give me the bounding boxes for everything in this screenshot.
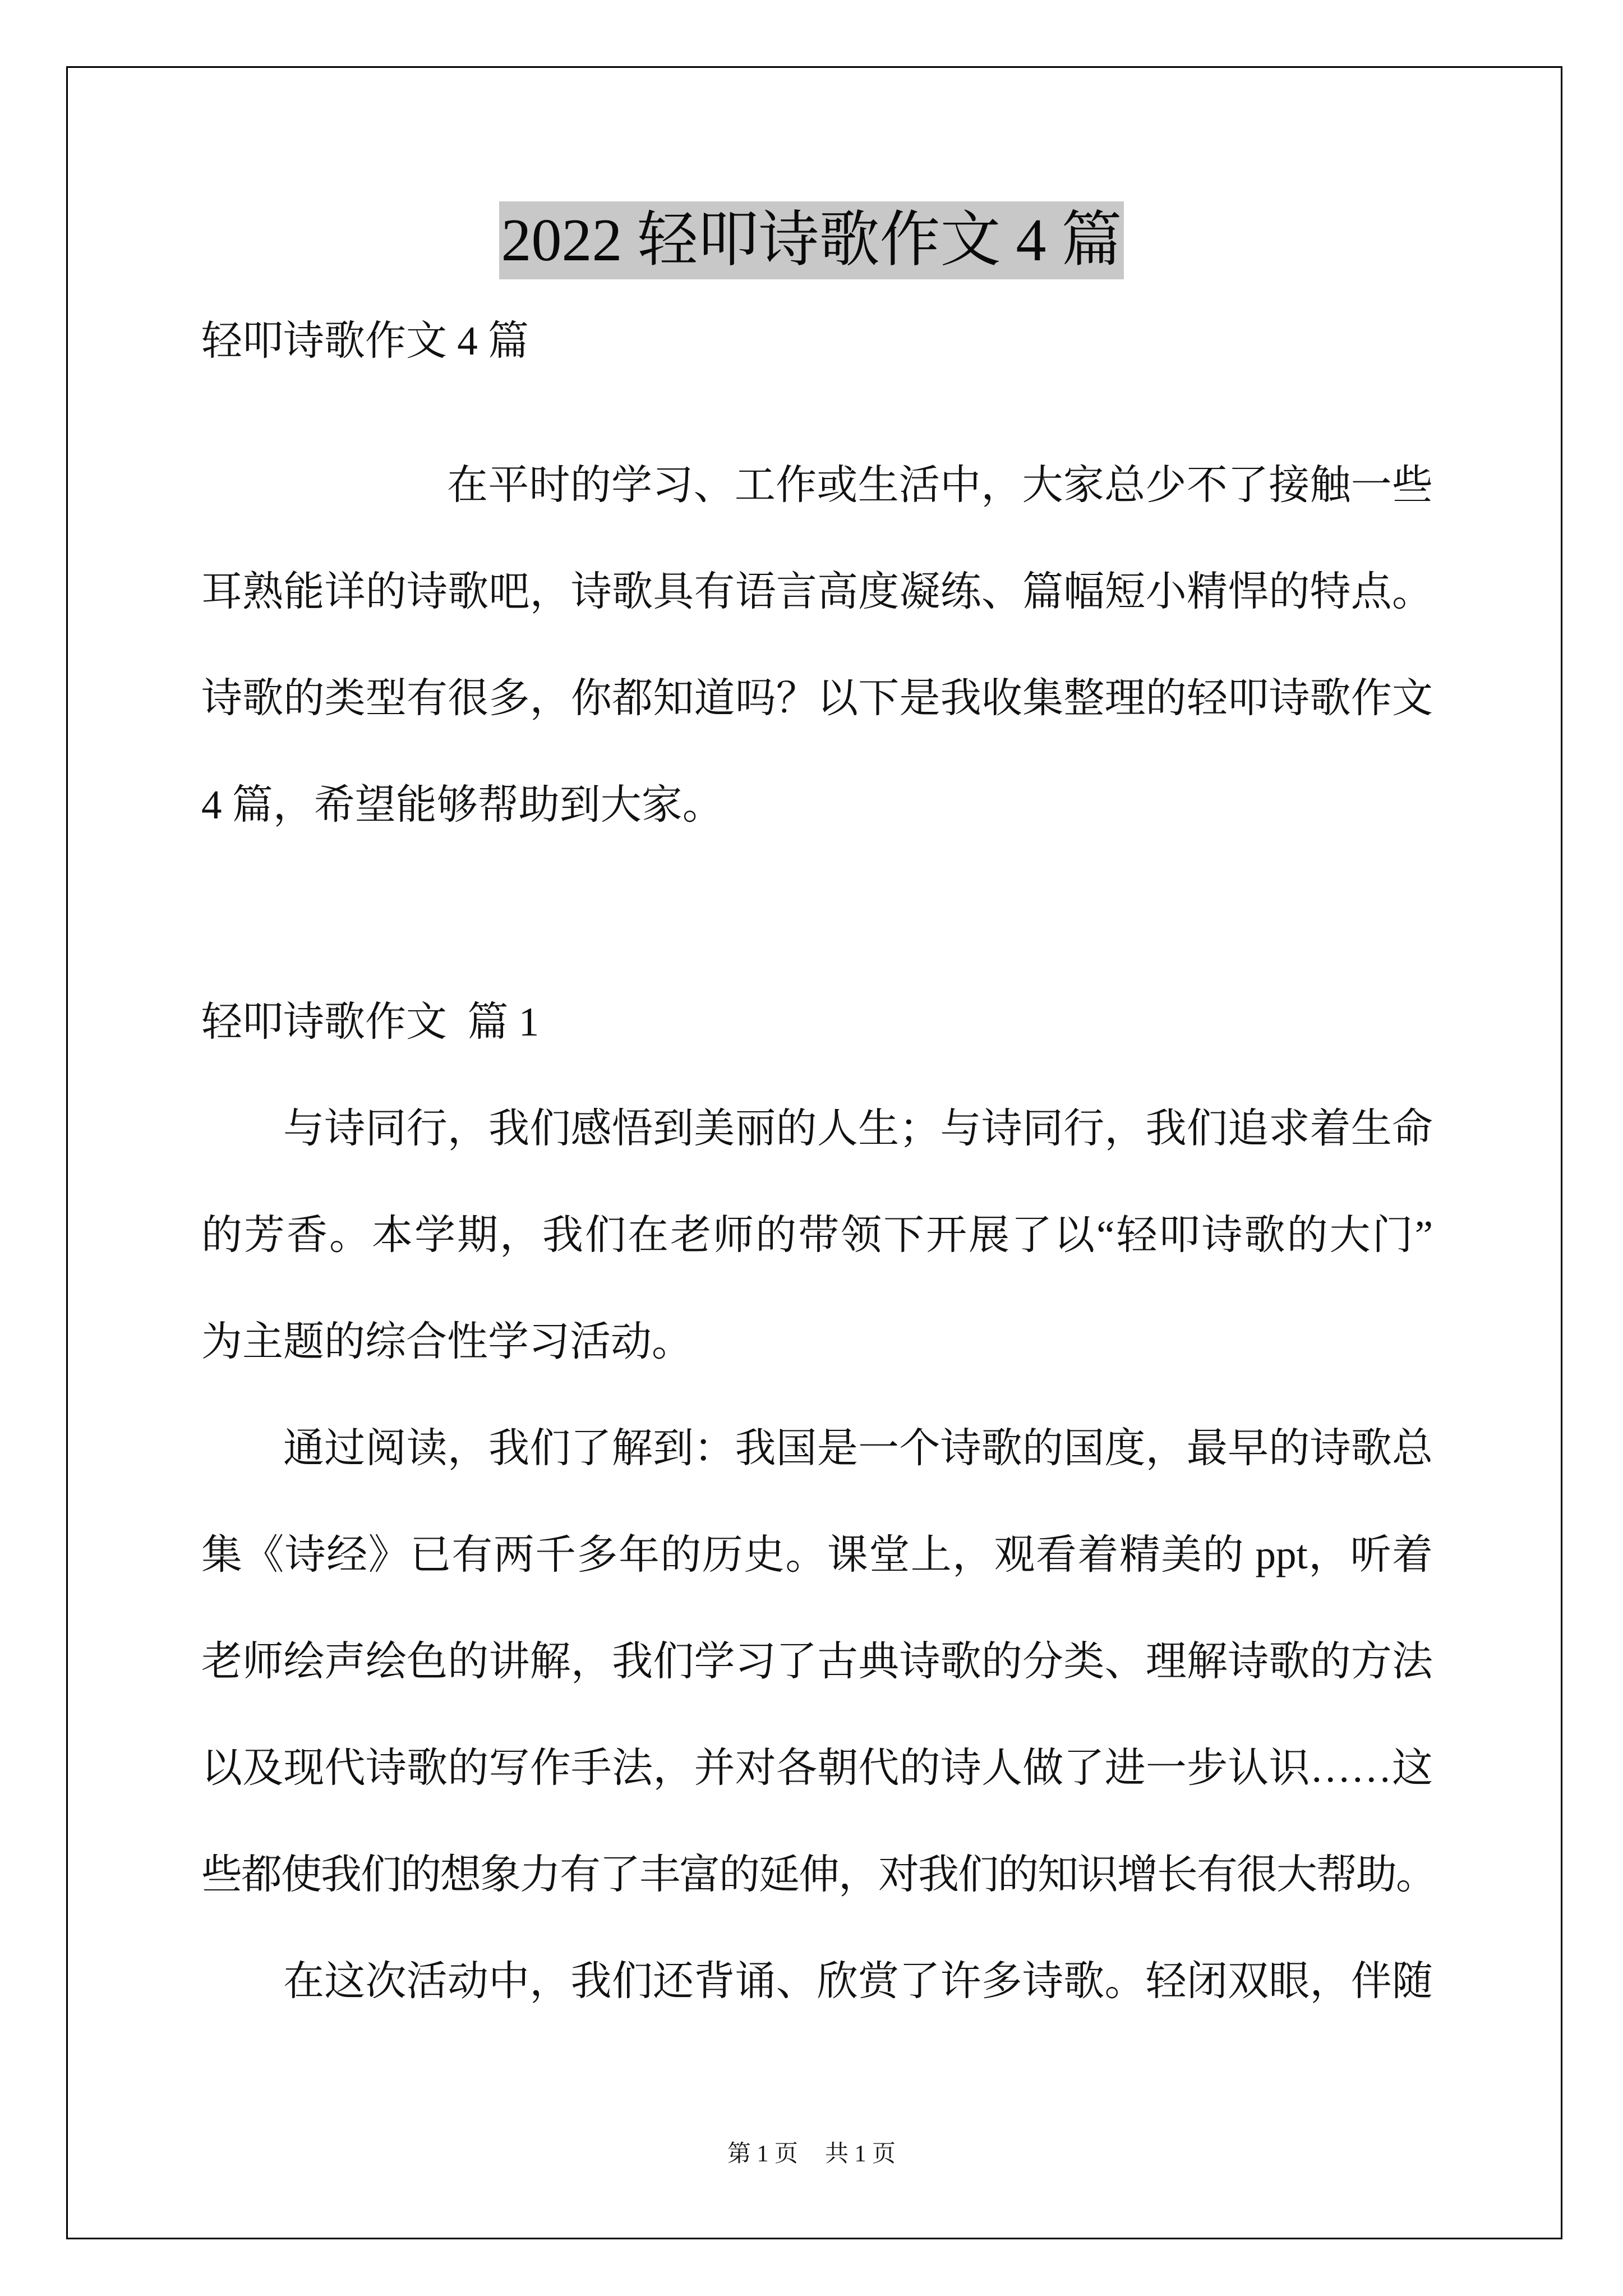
paragraph-line: 集《诗经》已有两千多年的历史。课堂上，观看着精美的 ppt，听着 <box>201 1532 1433 1577</box>
paragraph-line: 诗歌的类型有很多，你都知道吗？以下是我收集整理的轻叩诗歌作文 <box>201 675 1433 721</box>
paragraph-line: 在这次活动中，我们还背诵、欣赏了许多诗歌。轻闭双眼，伴随 <box>283 1958 1433 2004</box>
paragraph-line: 在平时的学习、工作或生活中，大家总少不了接触一些 <box>447 462 1433 508</box>
title-block <box>0 201 1623 279</box>
page-total: 共 1 页 <box>825 2141 896 2167</box>
paragraph-line: 耳熟能详的诗歌吧，诗歌具有语言高度凝练、篇幅短小精悍的特点。 <box>201 569 1433 614</box>
page-number: 第 1 页 <box>727 2141 798 2167</box>
document-body <box>201 288 1436 2035</box>
paragraph-line: 与诗同行，我们感悟到美丽的人生；与诗同行，我们追求着生命 <box>283 1106 1433 1151</box>
paragraph-line: 些都使我们的想象力有了丰富的延伸，对我们的知识增长有很大帮助。 <box>201 1852 1436 1897</box>
subtitle: 轻叩诗歌作文 4 篇 <box>201 318 529 364</box>
paragraph-line: 以及现代诗歌的写作手法，并对各朝代的诗人做了进一步认识……这 <box>201 1745 1433 1791</box>
paragraph-line: 的芳香。本学期，我们在老师的带领下开展了以“轻叩诗歌的大门” <box>201 1212 1433 1258</box>
body-paragraph <box>201 1928 1433 2035</box>
body-paragraph <box>201 1395 1436 1928</box>
section-heading: 轻叩诗歌作文 篇 1 <box>201 999 540 1045</box>
document-title: 2022 轻叩诗歌作文 4 篇 <box>499 201 1123 279</box>
paragraph-line: 老师绘声绘色的讲解，我们学习了古典诗歌的分类、理解诗歌的方法 <box>201 1639 1433 1684</box>
paragraph-line: 通过阅读，我们了解到：我国是一个诗歌的国度，最早的诗歌总 <box>283 1425 1433 1471</box>
paragraph-line: 为主题的综合性学习活动。 <box>201 1319 693 1364</box>
paragraph-line: 4 篇，希望能够帮助到大家。 <box>201 782 723 827</box>
page-footer <box>0 2140 1623 2168</box>
intro-paragraph <box>201 432 1433 858</box>
body-paragraph <box>201 1075 1433 1395</box>
